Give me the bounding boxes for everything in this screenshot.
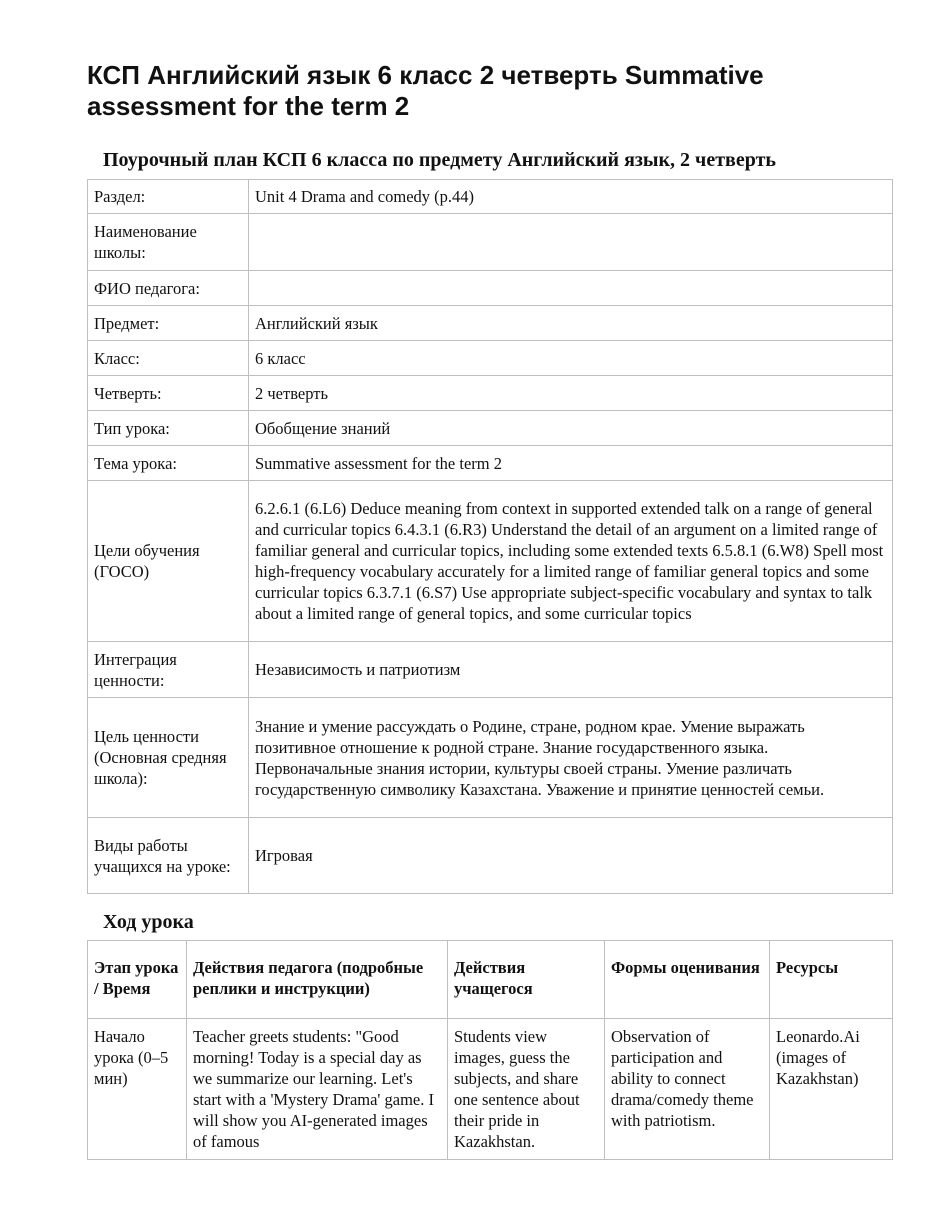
row-label: Виды работы учащихся на уроке: <box>88 818 249 894</box>
row-value: Обобщение знаний <box>249 411 893 446</box>
table-row <box>88 446 893 481</box>
row-label: Наименование школы: <box>88 214 249 271</box>
row-label: ФИО педагога: <box>88 271 249 306</box>
table-row <box>88 818 893 894</box>
row-value: Unit 4 Drama and comedy (p.44) <box>249 180 893 214</box>
document-title: КСП Английский язык 6 класс 2 четверть Summative assessment for the term 2 <box>87 60 764 121</box>
table-header-row <box>88 941 893 1019</box>
row-value: Независимость и патриотизм <box>249 642 893 698</box>
row-value: Английский язык <box>249 306 893 341</box>
column-header: Действия учащегося <box>448 941 605 1019</box>
table-row <box>88 180 893 214</box>
table-row <box>88 271 893 306</box>
row-label: Предмет: <box>88 306 249 341</box>
table-row <box>88 214 893 271</box>
row-label: Тема урока: <box>88 446 249 481</box>
row-value: 6.2.6.1 (6.L6) Deduce meaning from context in supported extended talk on a range of general and curricular topics 6.4.3.1 (6.R3) Understand the detail of an argument on a limited range of familiar general and curricular topics, including some extended texts 6.5.8.1 (6.W8) Spell most high-frequency vocabulary accurately for a limited range of familiar general topics and some curricular topics 6.3.7.1 (6.S7) Use appropriate subject-specific vocabulary and syntax to talk about a limited range of general topics, and some curricular topics <box>249 481 893 642</box>
lesson-info-table <box>87 179 893 894</box>
column-header: Действия педагога (подробные реплики и инструкции) <box>187 941 448 1019</box>
row-value: 6 класс <box>249 341 893 376</box>
lesson-flow-table <box>87 940 893 1160</box>
table-row <box>88 481 893 642</box>
column-header: Этап урока / Время <box>88 941 187 1019</box>
row-label: Тип урока: <box>88 411 249 446</box>
column-header: Формы оценивания <box>605 941 770 1019</box>
table-cell: Students view images, guess the subjects, and share one sentence about their pride in Kazakhstan. <box>448 1019 605 1160</box>
plan-heading: Поурочный план КСП 6 класса по предмету Английский язык, 2 четверть <box>103 149 776 171</box>
lesson-heading: Ход урока <box>103 911 194 933</box>
table-row <box>88 411 893 446</box>
table-row <box>88 341 893 376</box>
row-label: Четверть: <box>88 376 249 411</box>
row-label: Интеграция ценности: <box>88 642 249 698</box>
table-cell: Начало урока (0–5 мин) <box>88 1019 187 1160</box>
row-value: Знание и умение рассуждать о Родине, стране, родном крае. Умение выражать позитивное отношение к родной стране. Знание государственного языка. Первоначальные знания истории, культуры своей страны. Умение различать государственную символику Казахстана. Уважение и принятие ценностей семьи. <box>249 698 893 818</box>
table-row <box>88 698 893 818</box>
row-label: Цель ценности (Основная средняя школа): <box>88 698 249 818</box>
row-value: 2 четверть <box>249 376 893 411</box>
row-value: Summative assessment for the term 2 <box>249 446 893 481</box>
table-row <box>88 1019 893 1160</box>
table-row <box>88 376 893 411</box>
column-header: Ресурсы <box>770 941 893 1019</box>
table-row <box>88 642 893 698</box>
table-cell: Teacher greets students: "Good morning! Today is a special day as we summarize our learning. Let's start with a 'Mystery Drama' game. I will show you AI-generated images of famous <box>187 1019 448 1160</box>
row-label: Раздел: <box>88 180 249 214</box>
row-value <box>249 271 893 306</box>
table-cell: Observation of participation and ability to connect drama/comedy theme with patriotism. <box>605 1019 770 1160</box>
row-label: Класс: <box>88 341 249 376</box>
table-cell: Leonardo.Ai (images of Kazakhstan) <box>770 1019 893 1160</box>
table-row <box>88 306 893 341</box>
row-label: Цели обучения (ГОСО) <box>88 481 249 642</box>
row-value: Игровая <box>249 818 893 894</box>
row-value <box>249 214 893 271</box>
